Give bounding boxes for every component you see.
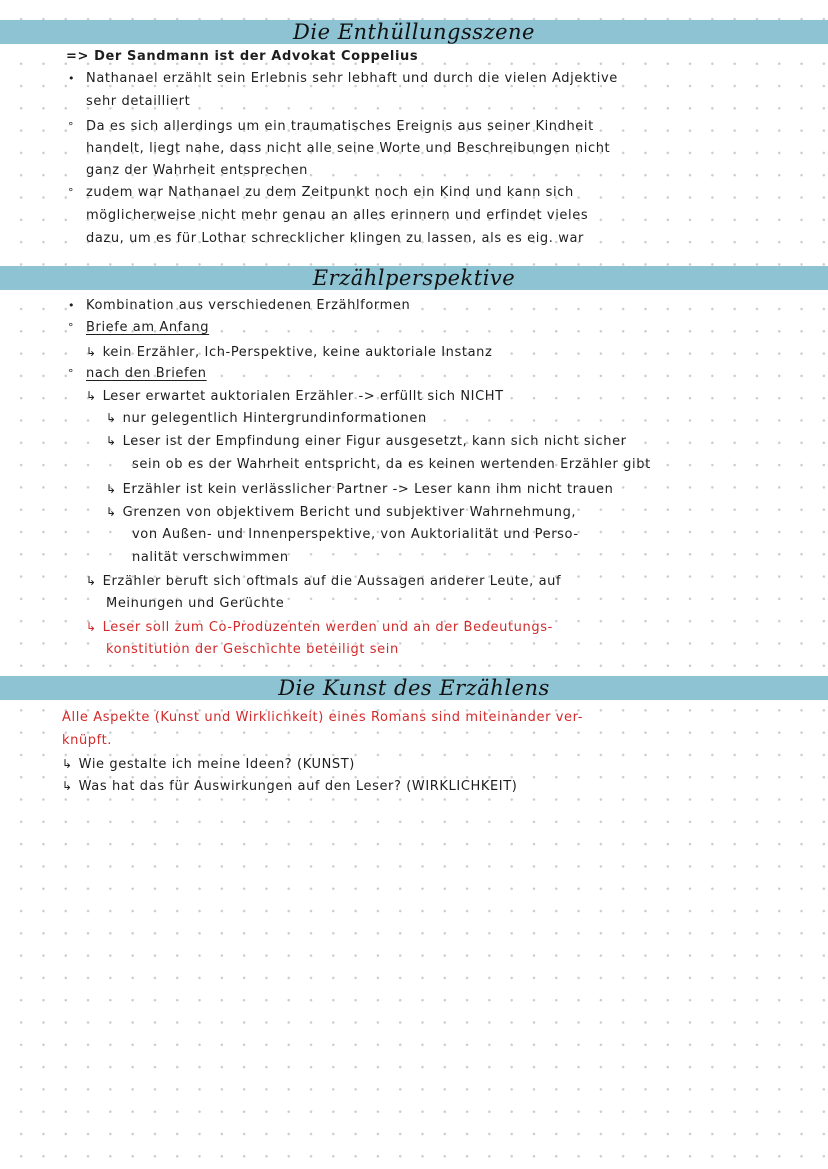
section-title-3: Die Kunst des Erzählens xyxy=(278,676,550,700)
hook-arrow-icon: ↳ xyxy=(62,779,73,793)
text-line: konstitution der Geschichte beteiligt sein xyxy=(106,642,399,657)
section-header-band-1 xyxy=(0,20,828,44)
text-line: ↳ Leser erwartet auktorialen Erzähler -> erfüllt sich NICHT xyxy=(86,389,504,404)
text-line: ↳ Erzähler beruft sich oftmals auf die Aussagen anderer Leute, auf xyxy=(86,574,562,589)
text-line: sehr detailliert xyxy=(86,94,191,109)
text-line: ↳ Wie gestalte ich meine Ideen? (KUNST) xyxy=(62,757,355,772)
text-line: Nathanael erzählt sein Erlebnis sehr lebhaft und durch die vielen Adjektive xyxy=(86,71,618,86)
text-line: Kombination aus verschiedenen Erzählformen xyxy=(86,298,411,313)
section-header-band-2 xyxy=(0,266,828,290)
text-line: => Der Sandmann ist der Advokat Coppelius xyxy=(66,49,419,64)
text-line: Alle Aspekte (Kunst und Wirklichkeit) eines Romans sind miteinander ver- xyxy=(62,710,584,725)
section-title-2: Erzählperspektive xyxy=(312,266,516,290)
text-line: nalität verschwimmen xyxy=(132,550,289,565)
section-header-band-3 xyxy=(0,676,828,700)
hook-arrow-icon: ↳ xyxy=(62,757,73,771)
hook-arrow-icon: ↳ xyxy=(86,389,97,403)
text-line: ↳ Erzähler ist kein verlässlicher Partner -> Leser kann ihm nicht trauen xyxy=(106,482,614,497)
text-line: ↳ nur gelegentlich Hintergrundinformationen xyxy=(106,411,427,426)
text-line: sein ob es der Wahrheit entspricht, da es keinen wertenden Erzähler gibt xyxy=(132,457,651,472)
text-line: ganz der Wahrheit entsprechen xyxy=(86,163,309,178)
hook-arrow-icon: ↳ xyxy=(106,482,117,496)
bullet-icon: ° xyxy=(68,186,74,199)
bullet-icon: ° xyxy=(68,120,74,133)
hook-arrow-icon: ↳ xyxy=(86,620,97,634)
hook-arrow-icon: ↳ xyxy=(106,505,117,519)
text-line: ↳ Was hat das für Auswirkungen auf den Leser? (WIRKLICHKEIT) xyxy=(62,779,518,794)
text-line: von Außen- und Innenperspektive, von Auktorialität und Perso- xyxy=(132,527,579,542)
bullet-icon: • xyxy=(68,299,75,312)
text-line: ↳ Leser soll zum Co-Produzenten werden und an der Bedeutungs- xyxy=(86,620,553,635)
text-line: nach den Briefen xyxy=(86,366,207,381)
bullet-icon: ° xyxy=(68,367,74,380)
text-line: ↳ kein Erzähler, Ich-Perspektive, keine auktoriale Instanz xyxy=(86,345,493,360)
text-line: Meinungen und Gerüchte xyxy=(106,596,285,611)
text-line: handelt, liegt nahe, dass nicht alle seine Worte und Beschreibungen nicht xyxy=(86,141,611,156)
text-line: zudem war Nathanael zu dem Zeitpunkt noch ein Kind und kann sich xyxy=(86,185,574,200)
text-line: dazu, um es für Lothar schrecklicher klingen zu lassen, als es eig. war xyxy=(86,231,584,246)
text-line: ↳ Grenzen von objektivem Bericht und subjektiver Wahrnehmung, xyxy=(106,505,577,520)
hook-arrow-icon: ↳ xyxy=(106,411,117,425)
section-title-1: Die Enthüllungsszene xyxy=(293,20,535,44)
bullet-icon: ° xyxy=(68,321,74,334)
text-line: ↳ Leser ist der Empfindung einer Figur ausgesetzt, kann sich nicht sicher xyxy=(106,434,627,449)
hook-arrow-icon: ↳ xyxy=(86,574,97,588)
text-line: knüpft. xyxy=(62,733,113,748)
text-line: möglicherweise nicht mehr genau an alles erinnern und erfindet vieles xyxy=(86,208,589,223)
text-line: Briefe am Anfang xyxy=(86,320,210,335)
hook-arrow-icon: ↳ xyxy=(106,434,117,448)
hook-arrow-icon: ↳ xyxy=(86,345,97,359)
text-line: Da es sich allerdings um ein traumatisches Ereignis aus seiner Kindheit xyxy=(86,119,594,134)
bullet-icon: • xyxy=(68,72,75,85)
